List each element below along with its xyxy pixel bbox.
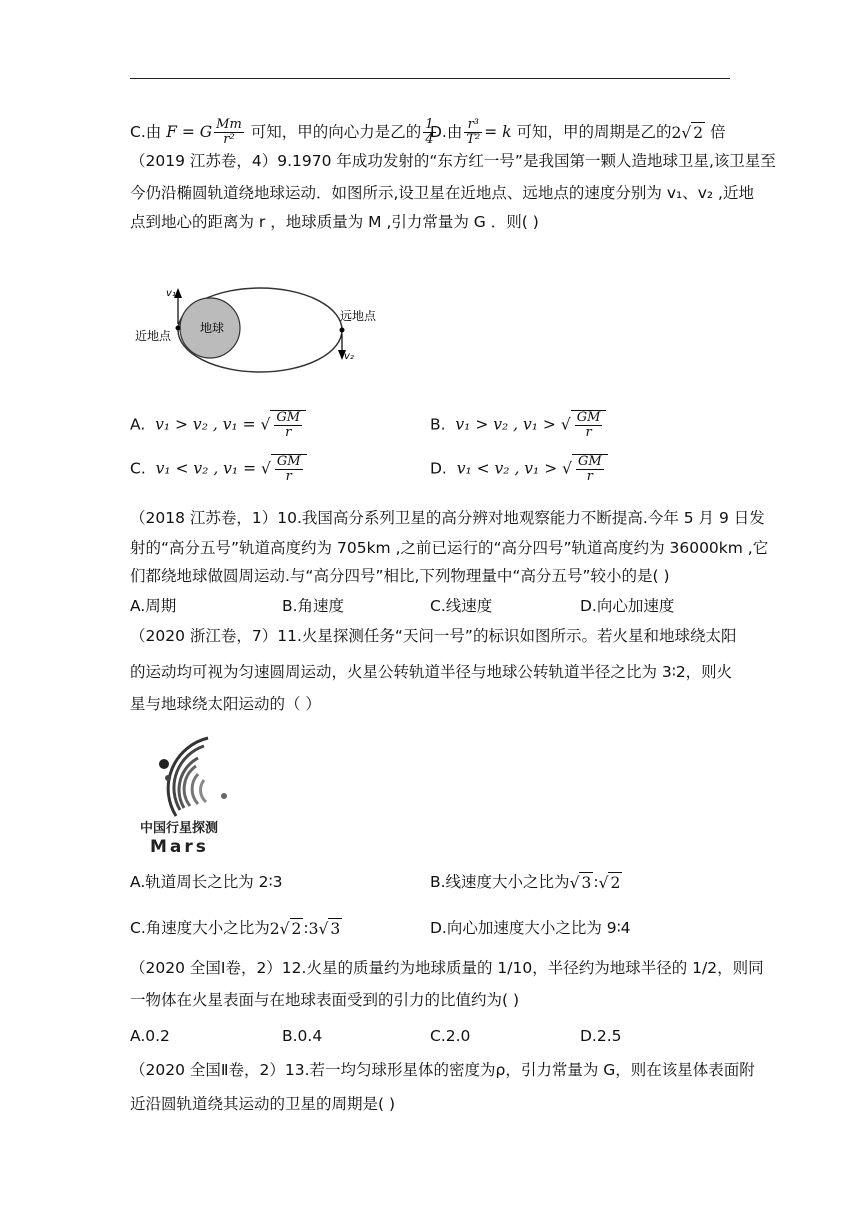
q11-option-c: C.角速度大小之比为2√ 2 :3√ 3 bbox=[130, 919, 341, 938]
q12-line-2: 一物体在火星表面与在地球表面受到的引力的比值约为( ) bbox=[130, 991, 520, 1009]
q10-line-2: 射的“高分五号”轨道高度约为 705km ,之前已运行的“高分四号”轨道高度约为 36000km ,它 bbox=[130, 539, 769, 557]
perigee-label: 近地点 bbox=[135, 329, 172, 343]
q12-option-c: C.2.0 bbox=[430, 1027, 471, 1045]
q10-line-3: 们都绕地球做圆周运动.与“高分四号”相比,下列物理量中“高分五号”较小的是( ) bbox=[130, 567, 670, 585]
q9-option-b: B. v₁ > v₂ , v₁ > √ $\frac{GM}{r}$ bbox=[430, 410, 606, 440]
q12-line-1: （2020 全国Ⅰ卷，2）12.火星的质量约为地球质量的 1/10，半径约为地球半径的 1/2，则同 bbox=[130, 959, 764, 977]
logo-mars-text: Mars bbox=[150, 837, 209, 855]
mars-logo bbox=[138, 730, 248, 855]
q11-line-3: 星与地球绕太阳运动的（ ） bbox=[130, 695, 321, 713]
v2-label: v₂ bbox=[344, 351, 354, 362]
q10-option-a: A.周期 bbox=[130, 597, 177, 615]
apogee-label: 远地点 bbox=[340, 309, 377, 323]
q11-line-1: （2020 浙江卷，7）11.火星探测任务“天问一号”的标识如图所示。若火星和地球绕太阳 bbox=[130, 627, 737, 645]
q11-option-d: D.向心加速度大小之比为 9∶4 bbox=[430, 919, 631, 937]
q11-line-2: 的运动均可视为匀速圆周运动，火星公转轨道半径与地球公转轨道半径之比为 3∶2，则火 bbox=[130, 663, 733, 681]
q10-option-d: D.向心加速度 bbox=[580, 597, 675, 615]
q11-option-a: A.轨道周长之比为 2∶3 bbox=[130, 873, 283, 891]
q10-line-1: （2018 江苏卷，1）10.我国高分系列卫星的高分辨对地观察能力不断提高.今年 5 月 9 日发 bbox=[130, 509, 765, 527]
q9-option-c: C. v₁ < v₂ , v₁ = √ $\frac{GM}{r}$ bbox=[130, 454, 307, 484]
q13-line-2: 近沿圆轨道绕其运动的卫星的周期是( ) bbox=[130, 1095, 396, 1113]
q9-line-2: 今仍沿椭圆轨道绕地球运动．如图所示,设卫星在近地点、远地点的速度分别为 v₁、v₂ ,近地 bbox=[130, 184, 754, 202]
q12-option-b: B.0.4 bbox=[282, 1027, 323, 1045]
earth-label: 地球 bbox=[200, 321, 225, 335]
perigee-point bbox=[176, 326, 181, 331]
logo-chinese-text: 中国行星探测 bbox=[140, 821, 219, 836]
q10-option-b: B.角速度 bbox=[282, 597, 345, 615]
v1-label: v₁ bbox=[166, 288, 176, 299]
q9-option-d: D. v₁ < v₂ , v₁ > √ $\frac{GM}{r}$ bbox=[430, 454, 608, 484]
q13-line-1: （2020 全国Ⅱ卷，2）13.若一均匀球形星体的密度为ρ，引力常量为 G，则在该星体表面附 bbox=[130, 1061, 755, 1079]
q8-option-d: D.由 $\frac{\text{r³}}{\text{T²}}$ = k 可知，甲的周期是乙的2√ 2 倍 bbox=[430, 117, 726, 147]
q9-option-a: A. v₁ > v₂ , v₁ = √ $\frac{GM}{r}$ bbox=[130, 410, 306, 440]
q10-option-c: C.线速度 bbox=[430, 597, 493, 615]
q12-option-a: A.0.2 bbox=[130, 1027, 170, 1045]
q9-line-3: 点到地心的距离为 r ，地球质量为 M ,引力常量为 G ．则( ) bbox=[130, 213, 539, 231]
header-rule bbox=[130, 78, 730, 79]
q11-option-b: B.线速度大小之比为√ 3 :√ 2 bbox=[430, 873, 621, 892]
q8-option-c: C.由 F = G $\frac{Mm}{\text{r²}}$ 可知，甲的向心力是乙的 $\frac{1}{4}$ bbox=[130, 117, 434, 147]
orbit-figure bbox=[130, 280, 390, 380]
apogee-point bbox=[340, 328, 345, 333]
q12-option-d: D.2.5 bbox=[580, 1027, 622, 1045]
q9-line-1: （2019 江苏卷，4）9.1970 年成功发射的“东方红一号”是我国第一颗人造地球卫星,该卫星至 bbox=[130, 152, 776, 170]
